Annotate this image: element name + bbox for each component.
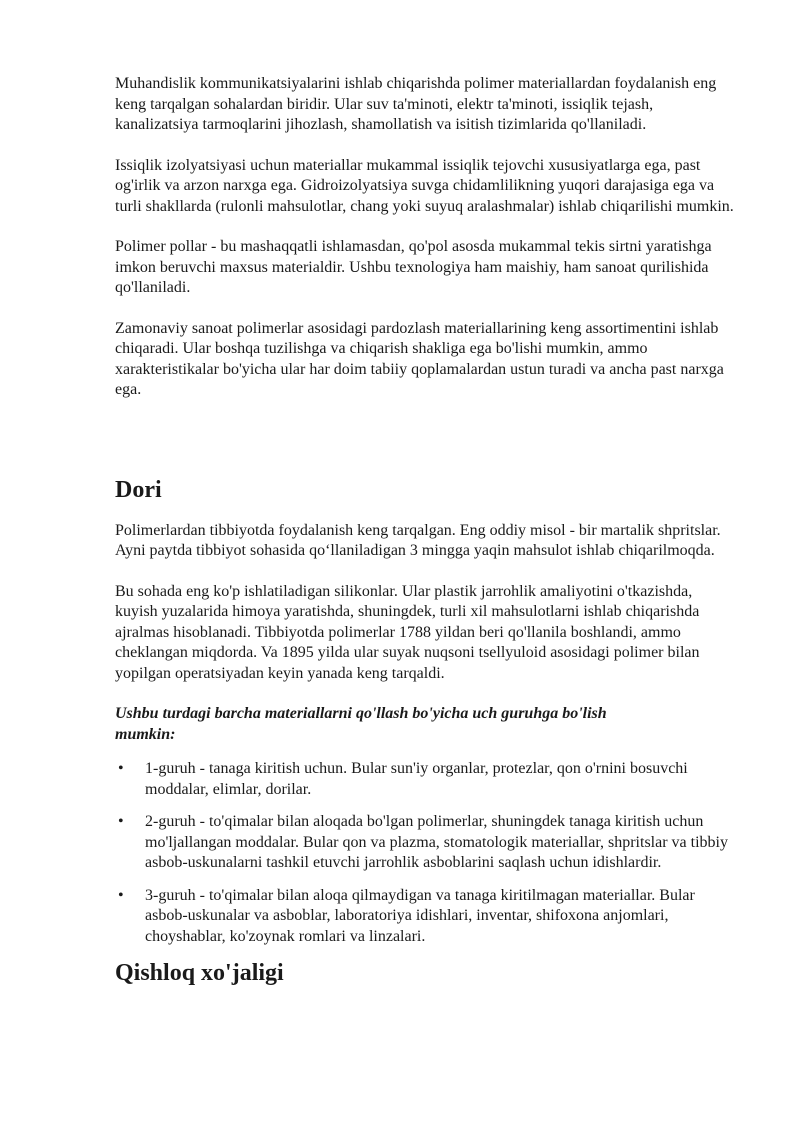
bullet-icon: •: [118, 760, 124, 777]
list-item-text: 1-guruh - tanaga kiritish uchun. Bular sun'iy organlar, protezlar, qon o'rnini bosuvchi moddalar, elimlar, dorilar.: [145, 760, 688, 798]
document-page: [115, 74, 735, 987]
paragraph-polymer-floors: Polimer pollar - bu mashaqqatli ishlamasdan, qo'pol asosda mukammal tekis sirtni yaratishga imkon beruvchi maxsus materialdir. Ushbu texnologiya ham maishiy, ham sanoat qurilishida qo'llaniladi.: [115, 238, 712, 296]
paragraph-medicine-intro: Polimerlardan tibbiyotda foydalanish keng tarqalgan. Eng oddiy misol - bir martalik shpritslar. Ayni paytda tibbiyot sohasida qo‘llaniladigan 3 mingga yaqin mahsulot ishlab chiqarilmoqda.: [115, 521, 721, 559]
groups-list: [115, 759, 735, 947]
paragraph-thermal-insulation: Issiqlik izolyatsiyasi uchun materiallar mukammal issiqlik tejovchi xususiyatlarga ega, past og'irlik va arzon narxga ega. Gidroizolyatsiya suvga chidamlilikning yuqori darajasiga ega va turli shakllarda (rulonli mahsulotlar, chang yoki suyuq aralashmalar) ishlab chiqarilishi mumkin.: [115, 156, 734, 215]
heading-dori: Dori: [115, 476, 162, 503]
list-item: [115, 812, 735, 874]
heading-qishloq-xojaligi: Qishloq xo'jaligi: [115, 960, 284, 986]
paragraph-finishing-materials: Zamonaviy sanoat polimerlar asosidagi pardozlash materiallarining keng assortimentini ishlab chiqaradi. Ular boshqa tuzilishga va chiqarish shakliga ega bo'lishi mumkin, ammo xarakteristikalar bo'yicha ular har doim tabiiy qoplamalardan ustun turadi va ancha past narxga ega.: [115, 319, 724, 398]
paragraph-engineering-communications: Muhandislik kommunikatsiyalarini ishlab chiqarishda polimer materiallardan foydalanish eng keng tarqalgan sohalardan biridir. Ular suv ta'minoti, elektr ta'minoti, issiqlik tejash, kanalizatsiya tarmoqlarini jihozlash, shamollatish va isitish tizimlarida qo'llaniladi.: [115, 75, 717, 133]
bullet-icon: •: [118, 886, 124, 904]
list-item: [115, 886, 735, 948]
list-item-text: 2-guruh - to'qimalar bilan aloqada bo'lgan polimerlar, shuningdek tanaga kiritish uchun mo'ljallangan moddalar. Bular qon va plazma, stomatologik materiallar, shpritslar va tibbiy asbob-uskunalarni tashkil etuvchi jarrohlik asboblarini saqlash uchun idishlardir.: [145, 813, 728, 871]
list-item: [115, 759, 735, 800]
lead-three-groups: Ushbu turdagi barcha materiallarni qo'llash bo'yicha uch guruhga bo'lish mumkin:: [115, 705, 607, 743]
paragraph-silicones: Bu sohada eng ko'p ishlatiladigan silikonlar. Ular plastik jarrohlik amaliyotini o'tkazishda, kuyish yuzalarida himoya yaratishda, shuningdek, turli xil mahsulotlarni ishlab chiqarishda ajralmas hisoblanadi. Tibbiyotda polimerlar 1788 yildan beri qo'llanila boshlandi, ammo cheklangan miqdorda. Va 1895 yilda ular suyak nuqsoni tsellyuloid asosidagi polimer bilan yopilgan operatsiyadan keyin yanada keng tarqaldi.: [115, 582, 700, 682]
list-item-text: 3-guruh - to'qimalar bilan aloqa qilmaydigan va tanaga kiritilmagan materiallar. Bular asbob-uskunalar va asboblar, laboratoriya idishlari, inventar, shifoxona anjomlari, choyshablar, ko'zoynak romlari va linzalari.: [145, 886, 695, 945]
bullet-icon: •: [118, 813, 124, 830]
